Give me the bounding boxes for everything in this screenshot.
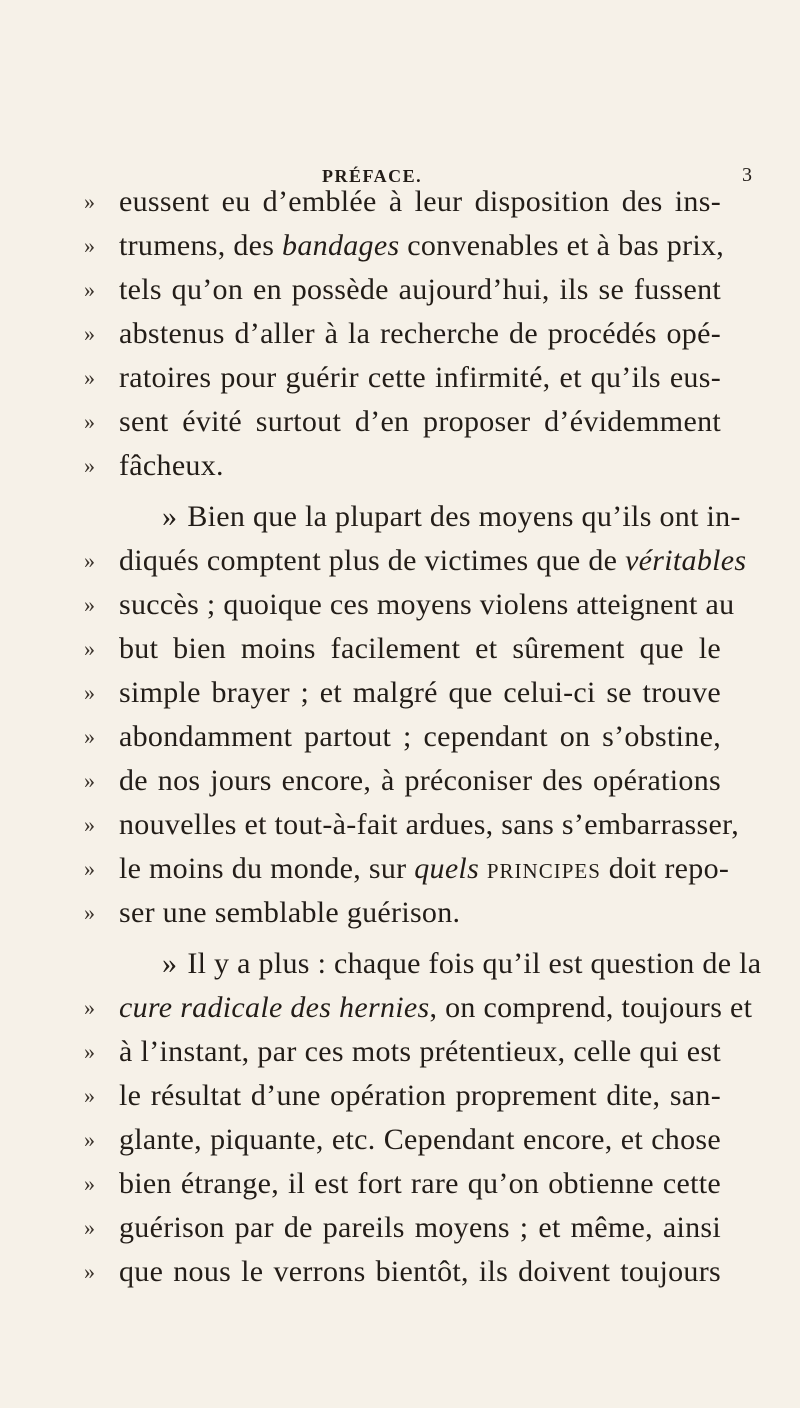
running-header: PRÉFACE. [322, 166, 423, 186]
line-text: sent évité surtout d’en proposer d’évidemment [119, 405, 721, 438]
text-run: doit repo- [600, 852, 730, 885]
quote-mark: » [84, 1259, 95, 1284]
quote-mark: » [84, 856, 95, 881]
small-caps-term: principes [486, 852, 601, 885]
quote-mark: » [84, 995, 95, 1020]
italic-term: véritables [625, 544, 747, 577]
quote-mark: » [84, 812, 95, 837]
quote-mark: » [84, 592, 95, 617]
line-text: abondamment partout ; cependant on s’obstine, [119, 720, 721, 753]
quote-mark: » [84, 548, 95, 573]
quote-mark: » [84, 1127, 95, 1152]
line-text: tels qu’on en possède aujourd’hui, ils se fussent [119, 273, 721, 306]
page-number: 3 [742, 164, 752, 186]
line-text: à l’instant, par ces mots prétentieux, celle qui est [119, 1035, 721, 1068]
text-run: convenables et à bas prix, [399, 229, 725, 262]
quote-mark: » [84, 1171, 95, 1196]
quote-mark: » [84, 277, 95, 302]
line-text: fâcheux. [119, 449, 224, 482]
quote-mark: » [84, 724, 95, 749]
text-run: trumens, des [119, 229, 283, 262]
text-run: diqués comptent plus de victimes que de [119, 544, 626, 577]
quote-mark: » [84, 321, 95, 346]
line-text [119, 988, 753, 1028]
quote-mark: » [84, 1083, 95, 1108]
quote-mark: » [84, 453, 95, 478]
line-text [162, 497, 741, 537]
quote-mark: » [84, 365, 95, 390]
italic-term: quels [414, 852, 480, 885]
line-text: abstenus d’aller à la recherche de procédés opé- [119, 317, 721, 350]
line-text [119, 541, 747, 581]
line-text: de nos jours encore, à préconiser des opérations [119, 764, 721, 797]
quote-mark: » [84, 768, 95, 793]
line-text: ser une semblable guérison. [119, 896, 461, 929]
quote-mark: » [84, 680, 95, 705]
line-text: nouvelles et tout-à-fait ardues, sans s’embarrasser, [119, 808, 740, 841]
quote-mark: » [162, 500, 178, 533]
quote-mark: » [162, 947, 178, 980]
text-run: , on comprend, toujours et [429, 991, 753, 1024]
quote-mark: » [84, 409, 95, 434]
italic-term: cure radicale des hernies [119, 991, 430, 1024]
line-text: succès ; quoique ces moyens violens atteignent au [119, 588, 735, 621]
quote-mark: » [84, 900, 95, 925]
line-text: le résultat d’une opération proprement dite, san- [119, 1079, 721, 1112]
line-text [162, 944, 762, 984]
italic-term: bandages [282, 229, 400, 262]
line-text: que nous le verrons bientôt, ils doivent toujours [119, 1255, 721, 1288]
line-text: bien étrange, il est fort rare qu’on obtienne cette [119, 1167, 721, 1200]
line-text [119, 849, 730, 889]
line-text: simple brayer ; et malgré que celui-ci se trouve [119, 676, 721, 709]
quote-mark: » [84, 1215, 95, 1240]
line-text [119, 226, 725, 266]
line-text: eussent eu d’emblée à leur disposition des ins- [119, 185, 721, 218]
text-run: Il y a plus : chaque fois qu’il est question de la [187, 947, 762, 980]
line-text: guérison par de pareils moyens ; et même, ainsi [119, 1211, 721, 1244]
text-run: Bien que la plupart des moyens qu’ils ont in- [187, 500, 741, 533]
quote-mark: » [84, 189, 95, 214]
line-text: but bien moins facilement et sûrement que le [119, 632, 721, 665]
quote-mark: » [84, 233, 95, 258]
quote-mark: » [84, 636, 95, 661]
line-text: glante, piquante, etc. Cependant encore, et chose [119, 1123, 721, 1156]
quote-mark: » [84, 1039, 95, 1064]
text-run: le moins du monde, sur [119, 852, 415, 885]
line-text: ratoires pour guérir cette infirmité, et qu’ils eus- [119, 361, 721, 394]
